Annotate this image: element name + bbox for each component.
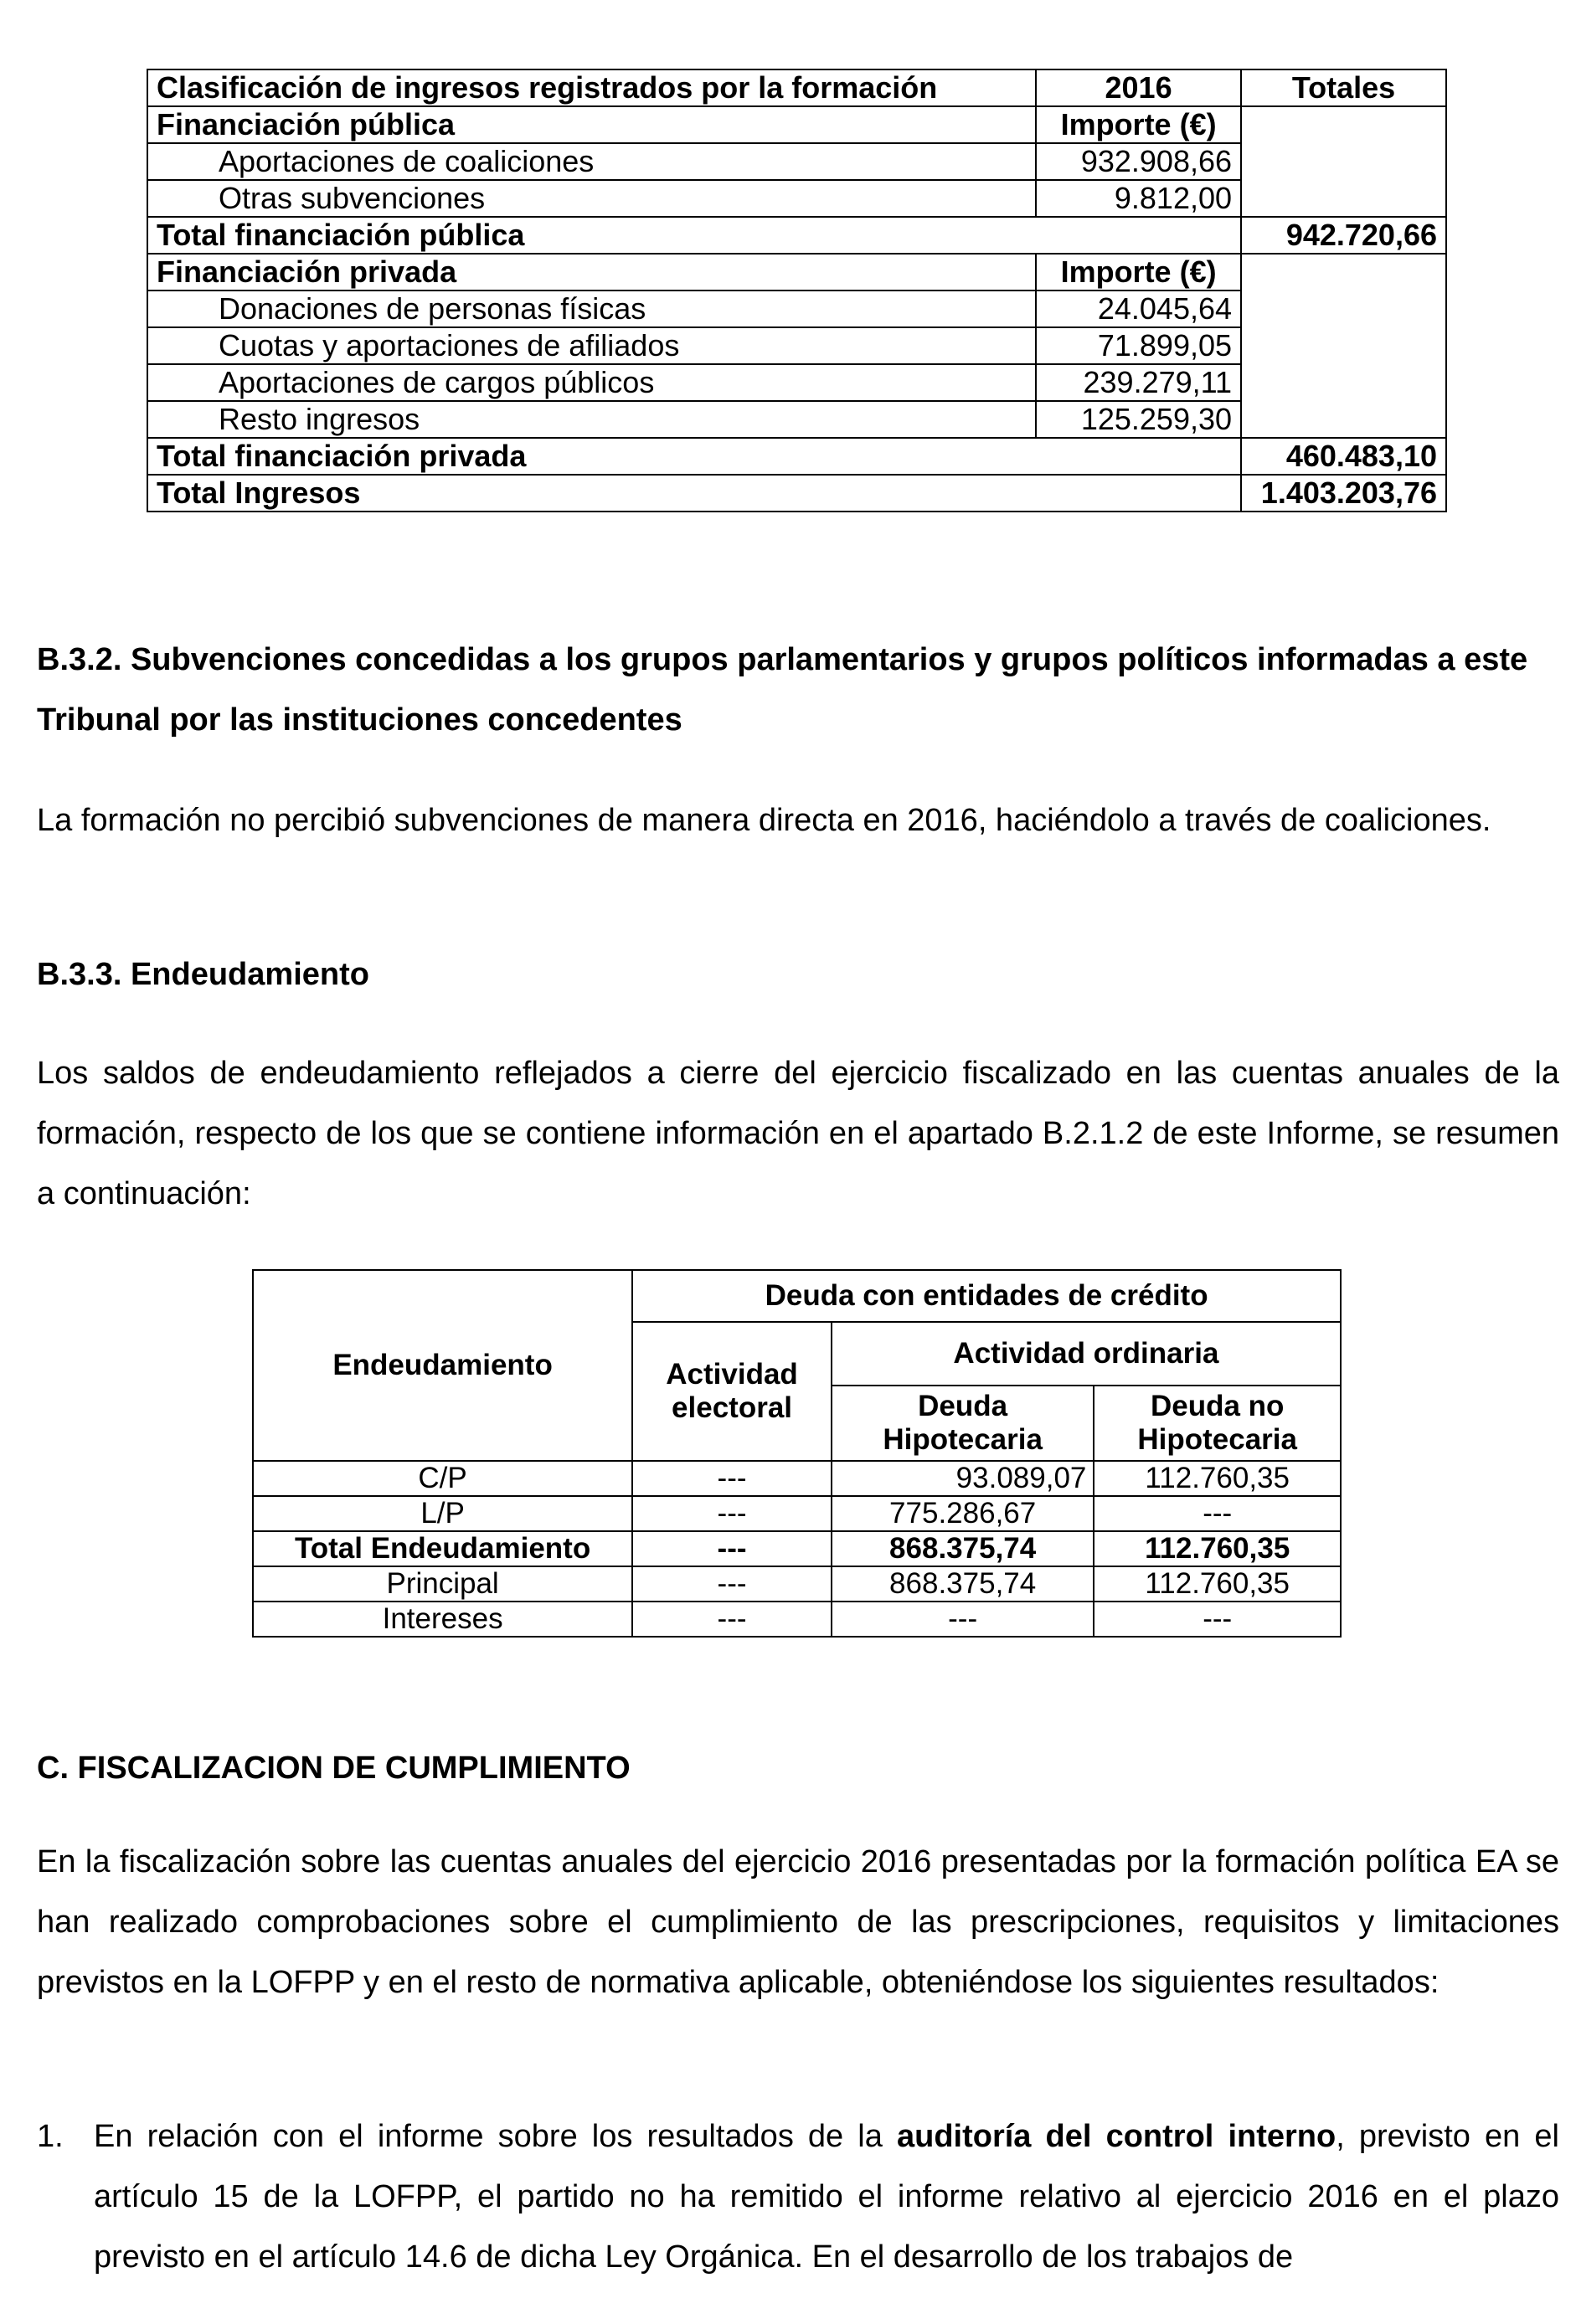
- row-value: 9.812,00: [1036, 180, 1241, 217]
- public-importe-label: Importe (€): [1036, 106, 1241, 143]
- row-electoral: ---: [632, 1566, 832, 1602]
- grand-total-label: Total Ingresos: [147, 475, 1241, 512]
- section-b32-heading: B.3.2. Subvenciones concedidas a los grupos parlamentarios y grupos políticos informadas a este Tribunal por las instituciones concedentes: [37, 642, 1528, 738]
- row-no-hipotecaria: 112.760,35: [1094, 1566, 1341, 1602]
- list-item-text-after: , previsto en el artículo 15 de la LOFPP, el partido no ha remitido el informe relativo al ejercicio 2016 en el plazo previsto en el artículo 14.6 de dicha Ley Orgánica. En el desarrollo de los trabajos de: [94, 2119, 1559, 2275]
- row-no-hipotecaria: 112.760,35: [1094, 1531, 1341, 1566]
- list-item-text-before: En relación con el informe sobre los resultados de la: [94, 2119, 897, 2154]
- public-total-value: 942.720,66: [1241, 217, 1446, 254]
- row-electoral: ---: [632, 1461, 832, 1496]
- row-no-hipotecaria: ---: [1094, 1602, 1341, 1637]
- header-endeudamiento: Endeudamiento: [253, 1270, 632, 1461]
- debt-header-row-1: [253, 1270, 1341, 1322]
- private-total-label: Total financiación privada: [147, 438, 1241, 475]
- section-c-paragraph: En la fiscalización sobre las cuentas anuales del ejercicio 2016 presentadas por la formación política EA se han realizado comprobaciones sobre el cumplimiento de las prescripciones, requisitos y limitaciones previstos en la LOFPP y en el resto de normativa aplicable, obteniéndose los siguientes resultados:: [37, 1844, 1559, 2000]
- row-label: Cuotas y aportaciones de afiliados: [147, 327, 1036, 364]
- public-totals-empty: [1241, 106, 1446, 217]
- header-totals: Totales: [1241, 69, 1446, 106]
- list-item: [37, 2106, 1559, 2287]
- row-label: Donaciones de personas físicas: [147, 290, 1036, 327]
- section-b33-heading: B.3.3. Endeudamiento: [37, 957, 369, 992]
- row-label: Otras subvenciones: [147, 180, 1036, 217]
- row-value: 71.899,05: [1036, 327, 1241, 364]
- row-label: C/P: [253, 1461, 632, 1496]
- header-deuda-no-hipotecaria: Deuda no Hipotecaria: [1094, 1386, 1341, 1461]
- private-financing-title: Financiación privada: [147, 254, 1036, 290]
- row-value: 932.908,66: [1036, 143, 1241, 180]
- row-label: L/P: [253, 1496, 632, 1531]
- private-title-row: [147, 254, 1446, 290]
- row-label: Aportaciones de coaliciones: [147, 143, 1036, 180]
- row-electoral: ---: [632, 1602, 832, 1637]
- header-deuda-hipotecaria: Deuda Hipotecaria: [832, 1386, 1094, 1461]
- grand-total-value: 1.403.203,76: [1241, 475, 1446, 512]
- public-total-label: Total financiación pública: [147, 217, 1241, 254]
- row-hipotecaria: 868.375,74: [832, 1531, 1094, 1566]
- row-label: Aportaciones de cargos públicos: [147, 364, 1036, 401]
- private-totals-empty: [1241, 254, 1446, 438]
- private-importe-label: Importe (€): [1036, 254, 1241, 290]
- header-actividad-electoral: Actividad electoral: [632, 1322, 832, 1461]
- row-label: Intereses: [253, 1602, 632, 1637]
- table-row: [253, 1461, 1341, 1496]
- debt-table: [252, 1269, 1342, 1638]
- row-electoral: ---: [632, 1531, 832, 1566]
- row-label: Resto ingresos: [147, 401, 1036, 438]
- private-total-row: [147, 438, 1446, 475]
- public-financing-title: Financiación pública: [147, 106, 1036, 143]
- header-actividad-ordinaria: Actividad ordinaria: [832, 1322, 1341, 1386]
- list-item-number: 1.: [37, 2119, 64, 2154]
- private-total-value: 460.483,10: [1241, 438, 1446, 475]
- row-label: Principal: [253, 1566, 632, 1602]
- section-c-heading: C. FISCALIZACION DE CUMPLIMIENTO: [37, 1751, 631, 1786]
- row-no-hipotecaria: 112.760,35: [1094, 1461, 1341, 1496]
- debt-total-row: [253, 1531, 1341, 1566]
- row-value: 239.279,11: [1036, 364, 1241, 401]
- public-title-row: [147, 106, 1446, 143]
- income-classification-table: [147, 69, 1447, 512]
- row-electoral: ---: [632, 1496, 832, 1531]
- row-value: 125.259,30: [1036, 401, 1241, 438]
- header-deuda-entidades: Deuda con entidades de crédito: [632, 1270, 1341, 1322]
- list-item-text: [94, 2106, 1559, 2287]
- row-hipotecaria: 775.286,67: [832, 1496, 1094, 1531]
- section-b33-paragraph: Los saldos de endeudamiento reflejados a cierre del ejercicio fiscalizado en las cuentas anuales de la formación, respecto de los que se contiene información en el apartado B.2.1.2 de este Informe, se resumen a continuación:: [37, 1056, 1559, 1211]
- table-header-row: [147, 69, 1446, 106]
- row-hipotecaria: 868.375,74: [832, 1566, 1094, 1602]
- grand-total-row: [147, 475, 1446, 512]
- row-label: Total Endeudamiento: [253, 1531, 632, 1566]
- table-row: [253, 1566, 1341, 1602]
- row-no-hipotecaria: ---: [1094, 1496, 1341, 1531]
- row-hipotecaria: 93.089,07: [832, 1461, 1094, 1496]
- list-item-text-bold: auditoría del control interno: [896, 2119, 1337, 2154]
- table-row: [253, 1496, 1341, 1531]
- header-year: 2016: [1036, 69, 1241, 106]
- public-total-row: [147, 217, 1446, 254]
- header-classification: Clasificación de ingresos registrados por la formación: [147, 69, 1036, 106]
- section-b32-paragraph: La formación no percibió subvenciones de manera directa en 2016, haciéndolo a través de coaliciones.: [37, 803, 1491, 838]
- table-row: [253, 1602, 1341, 1637]
- row-value: 24.045,64: [1036, 290, 1241, 327]
- row-hipotecaria: ---: [832, 1602, 1094, 1637]
